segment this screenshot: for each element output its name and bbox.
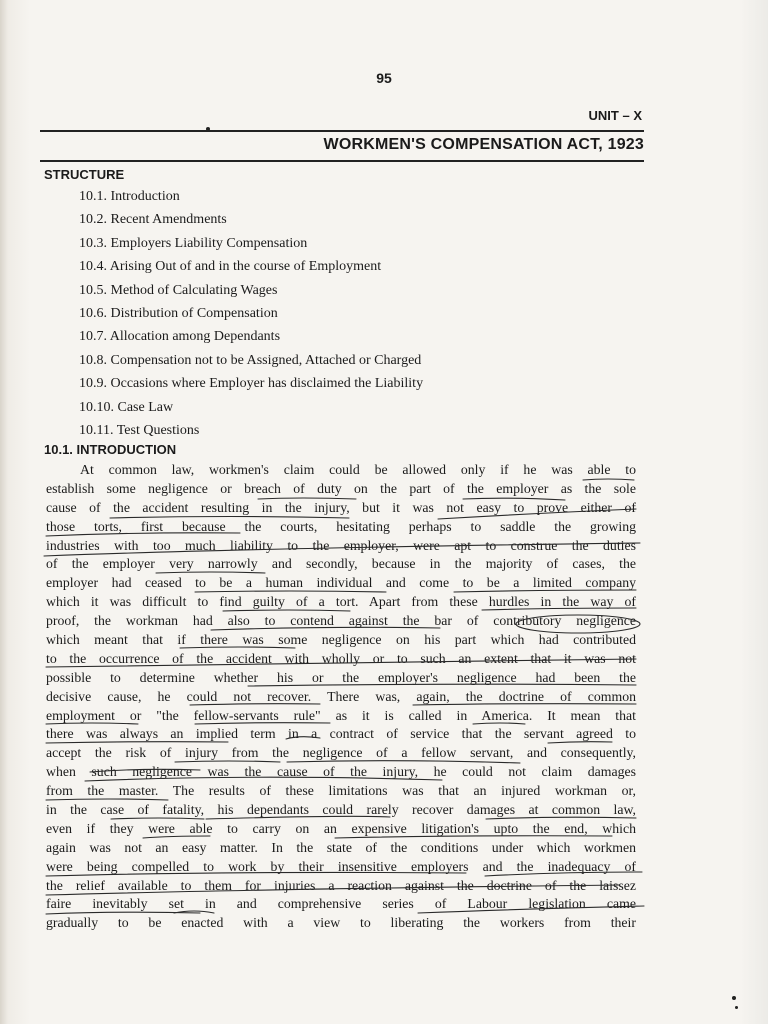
structure-heading: STRUCTURE xyxy=(44,167,125,182)
structure-item: 10.7. Allocation among Dependants xyxy=(79,329,281,345)
paragraph-line: the relief available to them for injuries a reaction against the doctrine of the laissez xyxy=(46,877,636,893)
paragraph-line: gradually to be enacted with a view to liberating the workers from their xyxy=(46,915,636,931)
structure-item: 10.5. Method of Calculating Wages xyxy=(79,282,278,298)
structure-item: 10.4. Arising Out of and in the course of Employment xyxy=(79,259,382,275)
paragraph-line: proof, the workman had also to contend against the bar of contributory negligence xyxy=(46,613,636,629)
paragraph-line: from the master. The results of these limitations was that an injured workman or, xyxy=(46,783,636,799)
paragraph-line: establish some negligence or breach of duty on the part of the employer as the sole xyxy=(46,480,636,496)
ink-dot xyxy=(206,127,210,131)
paragraph-line: industries with too much liability to the employer, were apt to construe the duties xyxy=(46,537,636,553)
paragraph-line: which it was difficult to find guilty of a tort. Apart from these hurdles in the way of xyxy=(46,594,636,610)
structure-item: 10.9. Occasions where Employer has disclaimed the Liability xyxy=(79,376,424,392)
structure-item: 10.11. Test Questions xyxy=(79,422,200,438)
header-rule-bottom xyxy=(40,160,644,162)
structure-item: 10.6. Distribution of Compensation xyxy=(79,305,278,321)
paragraph-line: accept the risk of injury from the negligence of a fellow servant, and consequently, xyxy=(46,745,636,761)
structure-item: 10.3. Employers Liability Compensation xyxy=(79,235,308,251)
paragraph-line: cause of the accident resulting in the injury, but it was not easy to prove either of xyxy=(46,499,636,515)
paragraph-line: employment or "the fellow-servants rule" as it is called in America. It mean that xyxy=(46,707,636,723)
bleed-through-text xyxy=(95,96,655,112)
paragraph-line: those torts, first because the courts, hesitating perhaps to saddle the growing xyxy=(46,518,636,534)
introduction-heading: 10.1. INTRODUCTION xyxy=(44,442,177,457)
paragraph-line: possible to determine whether his or the employer's negligence had been the xyxy=(46,669,636,685)
introduction-paragraph xyxy=(46,461,636,933)
paragraph-line: employer had ceased to be a human individual and come to be a limited company xyxy=(46,575,636,591)
chapter-title: WORKMEN'S COMPENSATION ACT, 1923 xyxy=(323,136,644,153)
ink-dot xyxy=(735,1006,738,1009)
paragraph-line: At common law, workmen's claim could be allowed only if he was able to xyxy=(80,462,636,477)
page-number: 95 xyxy=(376,70,392,86)
paragraph-line: of the employer very narrowly and secondly, because in the majority of cases, the xyxy=(46,556,636,572)
structure-item: 10.8. Compensation not to be Assigned, Attached or Charged xyxy=(79,352,422,368)
paragraph-line: which meant that if there was some negligence on his part which had contributed xyxy=(46,632,636,648)
paragraph-line: again was not an easy matter. In the state of the conditions under which workmen xyxy=(46,839,636,855)
structure-item: 10.1. Introduction xyxy=(79,189,180,204)
paragraph-line: decisive cause, he could not recover. There was, again, the doctrine of common xyxy=(46,688,636,704)
paragraph-line: faire inevitably set in and comprehensive series of Labour legislation came xyxy=(46,896,636,912)
paragraph-line: there was always an implied term in a contract of service that the servant agreed to xyxy=(46,726,636,742)
structure-item: 10.2. Recent Amendments xyxy=(79,212,227,228)
ink-dot xyxy=(732,996,736,1000)
paragraph-line: to the occurrence of the accident with wholly or to such an extent that it was not xyxy=(46,650,636,666)
paragraph-line: when such negligence was the cause of the injury, he could not claim damages xyxy=(46,764,636,780)
header-rule-top xyxy=(40,130,644,132)
paragraph-line: were being compelled to work by their insensitive employers and the inadequacy of xyxy=(46,858,636,874)
paragraph-line: in the case of fatality, his dependants could rarely recover damages at common law, xyxy=(46,802,636,818)
structure-item: 10.10. Case Law xyxy=(79,399,174,415)
unit-label: UNIT – X xyxy=(588,108,642,123)
structure-list xyxy=(79,185,423,442)
paragraph-line: even if they were able to carry on an expensive litigation's upto the end, which xyxy=(46,820,636,836)
